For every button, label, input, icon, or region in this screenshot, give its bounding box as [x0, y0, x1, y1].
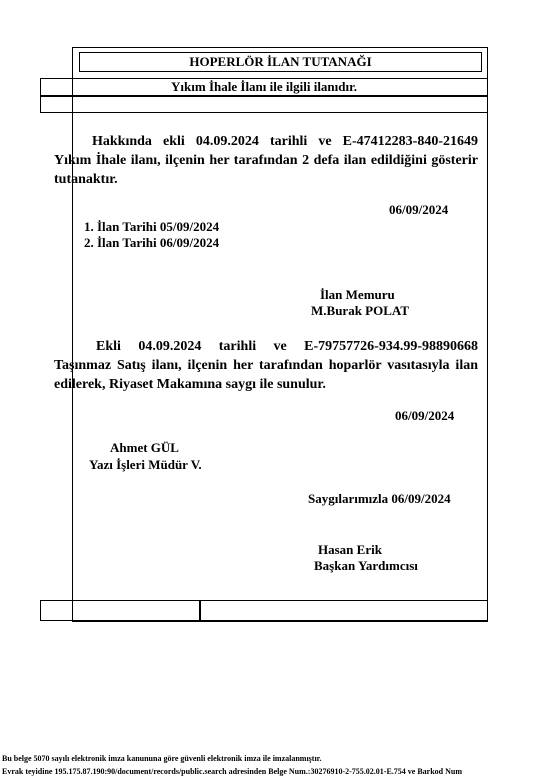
- footer-verification-note: Evrak teyidine 195.175.87.190:90/document/records/public.search adresinden Belge Num.:30276910-2-755.02.01-E.754 ve Barkod Num: [2, 767, 462, 776]
- bottom-cell-left: [40, 600, 200, 621]
- deputy-name: Hasan Erik: [318, 542, 382, 557]
- regards-line: Saygılarımızla 06/09/2024: [308, 491, 451, 506]
- paragraph-2: Ekli 04.09.2024 tarihli ve E-79757726-934.99-98890668 Taşınmaz Satış ilanı, ilçenin her tarafından hoparlör vasıtasıyla ilan edilerek, Riyaset Makamına saygı ile sunulur.: [54, 339, 478, 392]
- officer-name: M.Burak POLAT: [311, 303, 409, 318]
- date-1: 06/09/2024: [389, 202, 449, 217]
- list-item-2: 2. İlan Tarihi 06/09/2024: [84, 235, 220, 250]
- date-2: 06/09/2024: [395, 408, 455, 423]
- paragraph-1: Hakkında ekli 04.09.2024 tarihli ve E-47412283-840-21649 Yıkım İhale ilanı, ilçenin her tarafından 2 defa ilan edildiğini gösterir tutanaktır.: [54, 134, 478, 187]
- list-item-1: 1. İlan Tarihi 05/09/2024: [84, 219, 220, 234]
- manager-title: Yazı İşleri Müdür V.: [89, 457, 202, 472]
- bottom-cell-right: [200, 600, 488, 621]
- manager-name: Ahmet GÜL: [110, 440, 179, 455]
- deputy-title: Başkan Yardımcısı: [314, 558, 418, 573]
- footer-signature-note: Bu belge 5070 sayılı elektronik imza kanununa göre güvenli elektronik imza ile imzalanmıştır.: [2, 754, 322, 763]
- blank-box: [40, 96, 488, 113]
- document-subtitle: Yıkım İhale İlanı ile ilgili ilanıdır.: [171, 79, 357, 94]
- document-title: HOPERLÖR İLAN TUTANAĞI: [189, 54, 372, 69]
- officer-title: İlan Memuru: [320, 287, 395, 302]
